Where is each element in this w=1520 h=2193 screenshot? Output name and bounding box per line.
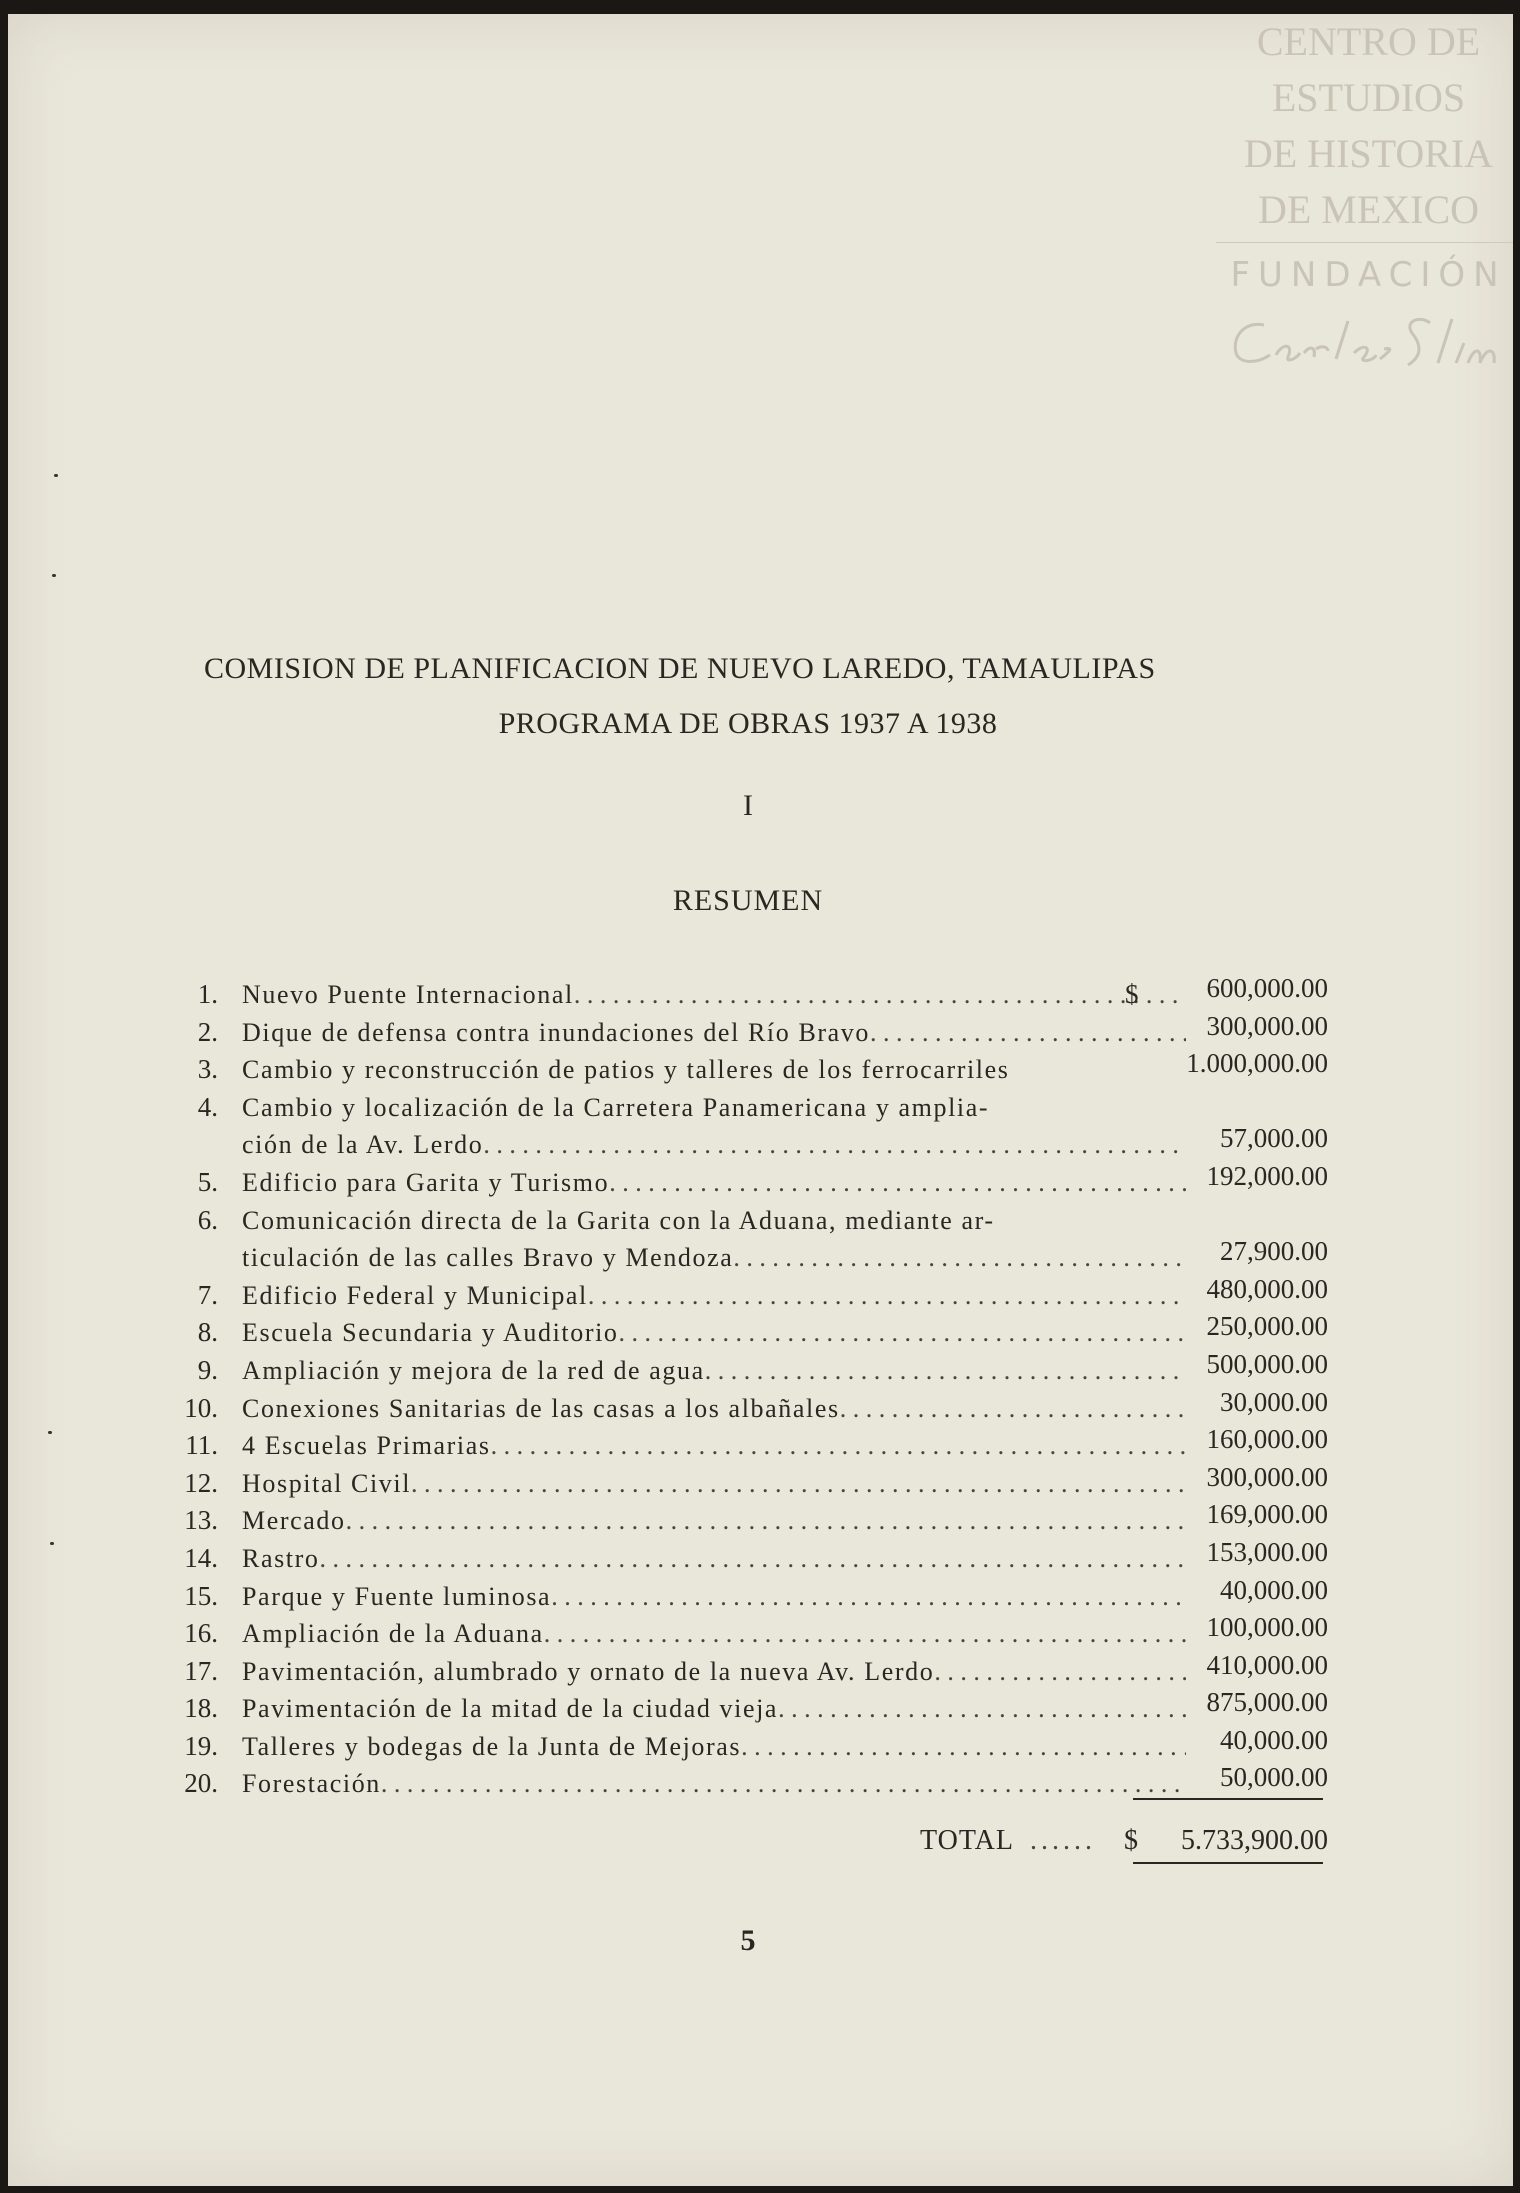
leader-dots (544, 1615, 1186, 1653)
total-label: TOTAL (920, 1825, 1015, 1856)
leader-dots (551, 1578, 1186, 1616)
punch-mark (50, 1542, 54, 1545)
item-number: 16. (184, 1618, 218, 1649)
leader-dots (574, 976, 1186, 1014)
currency-symbol: $ (1125, 979, 1139, 1009)
list-item (168, 1048, 1328, 1089)
item-description: ción de la Av. Lerdo (242, 1130, 484, 1160)
item-number: 11. (185, 1430, 218, 1461)
item-number: 3. (197, 1054, 218, 1085)
item-description: ticulación de las calles Bravo y Mendoza (242, 1243, 734, 1273)
punch-mark (52, 574, 56, 577)
signature-icon (1224, 307, 1514, 377)
item-amount: 153,000.00 (1206, 1536, 1328, 1567)
watermark-fundacion: FUNDACIÓN (1230, 255, 1507, 295)
item-number: 13. (184, 1505, 218, 1536)
item-description: Escuela Secundaria y Auditorio (242, 1318, 619, 1348)
total-amount: 5.733,900.00 (1181, 1825, 1328, 1856)
leader-dots (483, 1126, 1186, 1164)
punch-mark (48, 1431, 52, 1434)
leader-dots (733, 1239, 1186, 1277)
item-amount: 57,000.00 (1220, 1123, 1328, 1154)
item-number: 4. (197, 1091, 218, 1122)
leader-dots (840, 1390, 1186, 1428)
item-number: 9. (197, 1354, 218, 1385)
item-amount: 50,000.00 (1220, 1762, 1328, 1793)
item-number: 6. (197, 1204, 218, 1235)
item-description: Rastro (242, 1543, 320, 1573)
leader-dots (741, 1728, 1186, 1766)
item-amount: 410,000.00 (1206, 1649, 1328, 1680)
item-amount: 169,000.00 (1206, 1499, 1328, 1530)
document-subtitle: PROGRAMA DE OBRAS 1937 A 1938 (498, 707, 998, 740)
item-description: Parque y Fuente luminosa (242, 1581, 552, 1611)
item-description: Conexiones Sanitarias de las casas a los albañales (242, 1393, 840, 1423)
document-title: COMISION DE PLANIFICACION DE NUEVO LAREDO, TAMAULIPAS (204, 652, 1156, 685)
leader-dots (619, 1314, 1186, 1352)
item-number: 7. (197, 1279, 218, 1310)
item-number: 10. (184, 1392, 218, 1423)
total-leader-dots: ...... (1030, 1825, 1096, 1856)
item-number: 15. (184, 1580, 218, 1611)
total-currency: $ (1124, 1825, 1138, 1856)
leader-dots (381, 1765, 1186, 1803)
total-rule-bottom (1133, 1862, 1323, 1864)
item-description: Pavimentación, alumbrado y ornato de la nueva Av. Lerdo (242, 1656, 935, 1686)
watermark-line: DE HISTORIA (1243, 131, 1494, 176)
item-description: Edificio Federal y Municipal (242, 1280, 588, 1310)
item-number: 2. (197, 1016, 218, 1047)
item-amount: 250,000.00 (1206, 1311, 1328, 1342)
item-description: Ampliación de la Aduana (242, 1619, 544, 1649)
summary-list (168, 973, 1328, 1803)
item-amount: 600,000.00 (1206, 973, 1328, 1003)
item-description: Pavimentación de la mitad de la ciudad vieja (242, 1694, 779, 1724)
item-description: 4 Escuelas Primarias (242, 1431, 491, 1461)
leader-dots (491, 1427, 1186, 1465)
item-amount: 480,000.00 (1206, 1273, 1328, 1304)
item-number: 17. (184, 1655, 218, 1686)
watermark-line: ESTUDIOS (1271, 75, 1466, 120)
item-description: Edificio para Garita y Turismo (242, 1167, 610, 1197)
document-page (8, 14, 1513, 2186)
archive-watermark (1216, 14, 1513, 377)
watermark-divider (1216, 242, 1513, 243)
item-description: Nuevo Puente Internacional (242, 980, 574, 1009)
leader-dots (411, 1465, 1186, 1503)
item-amount: 40,000.00 (1220, 1724, 1328, 1755)
item-amount: 875,000.00 (1206, 1687, 1328, 1718)
item-description: Talleres y bodegas de la Junta de Mejoras (242, 1731, 742, 1761)
item-amount: 27,900.00 (1220, 1236, 1328, 1267)
item-amount: 1.000,000.00 (1186, 1048, 1328, 1079)
item-number: 20. (184, 1768, 218, 1799)
total-row (168, 1825, 1328, 1865)
section-number: I (743, 789, 753, 822)
leader-dots (588, 1277, 1186, 1315)
section-title: RESUMEN (672, 884, 824, 917)
watermark-line: DE MEXICO (1257, 187, 1480, 232)
item-description: Comunicación directa de la Garita con la Aduana, mediante ar- (242, 1205, 995, 1235)
item-amount: 300,000.00 (1206, 1461, 1328, 1492)
leader-dots (609, 1164, 1186, 1202)
leader-dots (705, 1352, 1186, 1390)
item-amount: 30,000.00 (1220, 1386, 1328, 1417)
item-amount: 100,000.00 (1206, 1612, 1328, 1643)
item-amount: 160,000.00 (1206, 1424, 1328, 1455)
punch-mark (54, 474, 58, 477)
item-number: 5. (197, 1166, 218, 1197)
item-description: Cambio y reconstrucción de patios y talleres de los ferrocarriles (242, 1055, 1010, 1085)
leader-dots (778, 1690, 1186, 1728)
item-description: Dique de defensa contra inundaciones del Río Bravo (242, 1017, 870, 1047)
item-number: 8. (197, 1317, 218, 1348)
item-number: 18. (184, 1693, 218, 1724)
item-number: 1. (197, 979, 218, 1009)
item-amount: 40,000.00 (1220, 1574, 1328, 1605)
item-number: 19. (184, 1730, 218, 1761)
item-description: Ampliación y mejora de la red de agua (242, 1355, 705, 1385)
item-amount: 192,000.00 (1206, 1160, 1328, 1191)
item-amount: 500,000.00 (1206, 1348, 1328, 1379)
item-number: 14. (184, 1542, 218, 1573)
leader-dots (346, 1502, 1186, 1540)
total-rule-top (1133, 1798, 1323, 1800)
item-amount: 300,000.00 (1206, 1010, 1328, 1041)
item-description: Forestación (242, 1769, 381, 1799)
item-number: 12. (184, 1467, 218, 1498)
leader-dots (319, 1540, 1186, 1578)
item-description: Cambio y localización de la Carretera Panamericana y amplia- (242, 1092, 990, 1122)
item-description: Hospital Civil (242, 1468, 412, 1498)
watermark-line: CENTRO DE (1256, 19, 1481, 64)
page-number: 5 (740, 1924, 756, 1957)
item-description: Mercado (242, 1506, 346, 1536)
list-item (168, 1160, 1328, 1202)
